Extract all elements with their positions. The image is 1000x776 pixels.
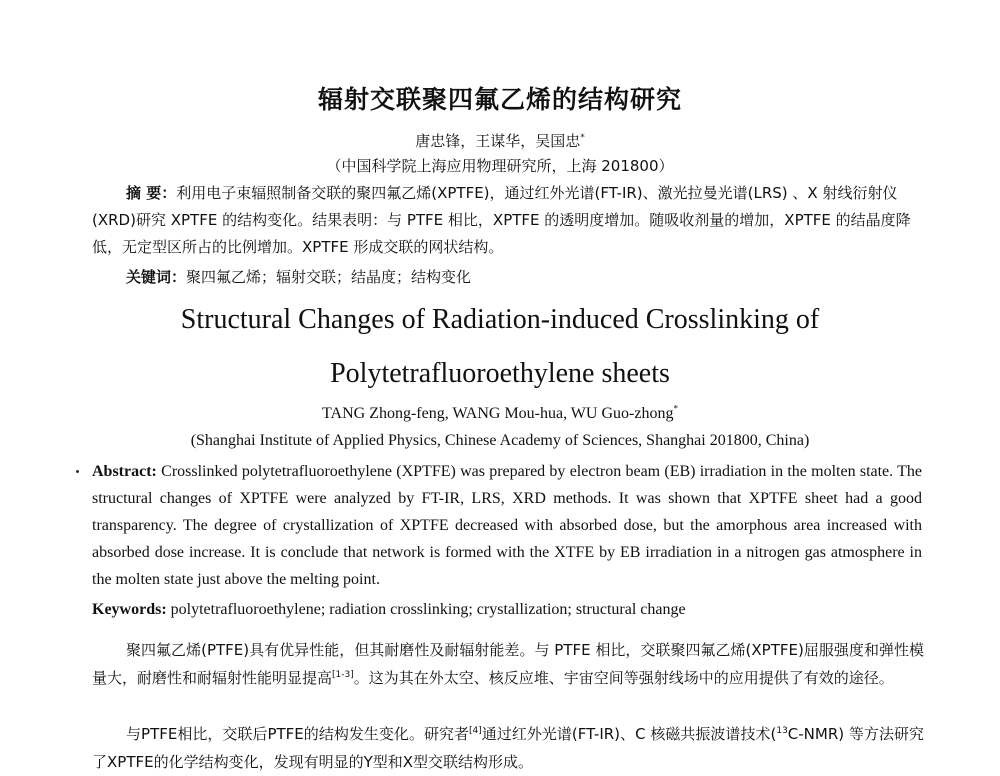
english-title-line-2: Polytetrafluoroethylene sheets [330,358,670,389]
english-keywords [92,596,922,623]
english-corresponding-author-mark: * [673,403,678,414]
chinese-keywords-text: 聚四氟乙烯；辐射交联；结晶度；结构变化 [186,268,472,286]
english-authors [0,405,1000,423]
chinese-keywords [92,264,924,291]
english-keywords-label: Keywords: [92,601,167,618]
english-authors-text: TANG Zhong-feng, WANG Mou-hua, WU Guo-zhong [322,405,674,422]
body-paragraph-1 [92,636,924,692]
english-title-line-1: Structural Changes of Radiation-induced Crosslinking of [180,304,820,335]
chinese-authors [0,130,1000,151]
english-keywords-text: polytetrafluoroethylene; radiation crosslinking; crystallization; structural change [170,601,686,618]
chinese-abstract-text: 利用电子束辐照制备交联的聚四氟乙烯(XPTFE)，通过红外光谱(FT-IR)、激光拉曼光谱(LRS) 、X 射线衍射仪(XRD)研究 XPTFE 的结构变化。结果表明：与 PTFE 相比，XPTFE 的透明度增加。随吸收剂量的增加，XPTFE 的结晶度降低，无定型区所占的比例增加。XPTFE 形成交联的网状结构。 [92,184,911,256]
english-abstract-text: Crosslinked polytetrafluoroethylene (XPTFE) was prepared by electron beam (EB) irradiation in the molten state. The structural changes of XPTFE were analyzed by FT-IR, LRS, XRD methods. It was shown that XPTFE sheet had a good transparency. The degree of crystallization of XPTFE decreased with absorbed dose, but the amorphous area increased with absorbed dose increase. It is conclude that network is formed with the XTFE by EB irradiation in a nitrogen gas atmosphere in the molten state just above the melting point. [92,463,923,588]
chinese-abstract-label: 摘 要： [126,184,177,202]
english-affiliation: (Shanghai Institute of Applied Physics, Chinese Academy of Sciences, Shanghai 201800, China) [190,432,810,449]
chinese-affiliation: （中国科学院上海应用物理研究所，上海 201800） [326,157,674,175]
para2-text-a: 与PTFE相比，交联后PTFE的结构发生变化。研究者 [126,725,470,743]
para2-superscript: 13 [776,726,788,736]
para2-text-c: C-NMR) 等方法研究了XPTFE的化学结构变化，发现有明显的Y型和X型交联结构形成。 [92,725,924,771]
para2-text-b: 通过红外光谱(FT-IR)、C 核磁共振波谱技术( [481,725,777,743]
english-abstract [92,458,922,593]
margin-dot [76,470,79,473]
para1-text-b: 。这为其在外太空、核反应堆、宇宙空间等强射线场中的应用提供了有效的途径。 [353,669,894,687]
body-paragraph-2 [92,720,924,776]
english-abstract-label: Abstract: [92,463,157,480]
chinese-authors-text: 唐忠锋，王谋华，吴国忠 [415,132,581,150]
corresponding-author-mark: * [580,133,585,143]
chinese-keywords-label: 关键词： [126,268,187,286]
para1-text-a: 聚四氟乙烯(PTFE)具有优异性能，但其耐磨性及耐辐射能差。与 PTFE 相比，交联聚四氟乙烯(XPTFE)屈服强度和弹性模量大，耐磨性和耐辐射性能明显提高 [92,641,924,687]
para1-reference: [1-3] [332,670,354,680]
chinese-title: 辐射交联聚四氟乙烯的结构研究 [317,85,682,114]
chinese-abstract [92,180,924,261]
para2-reference: [4] [469,726,482,736]
